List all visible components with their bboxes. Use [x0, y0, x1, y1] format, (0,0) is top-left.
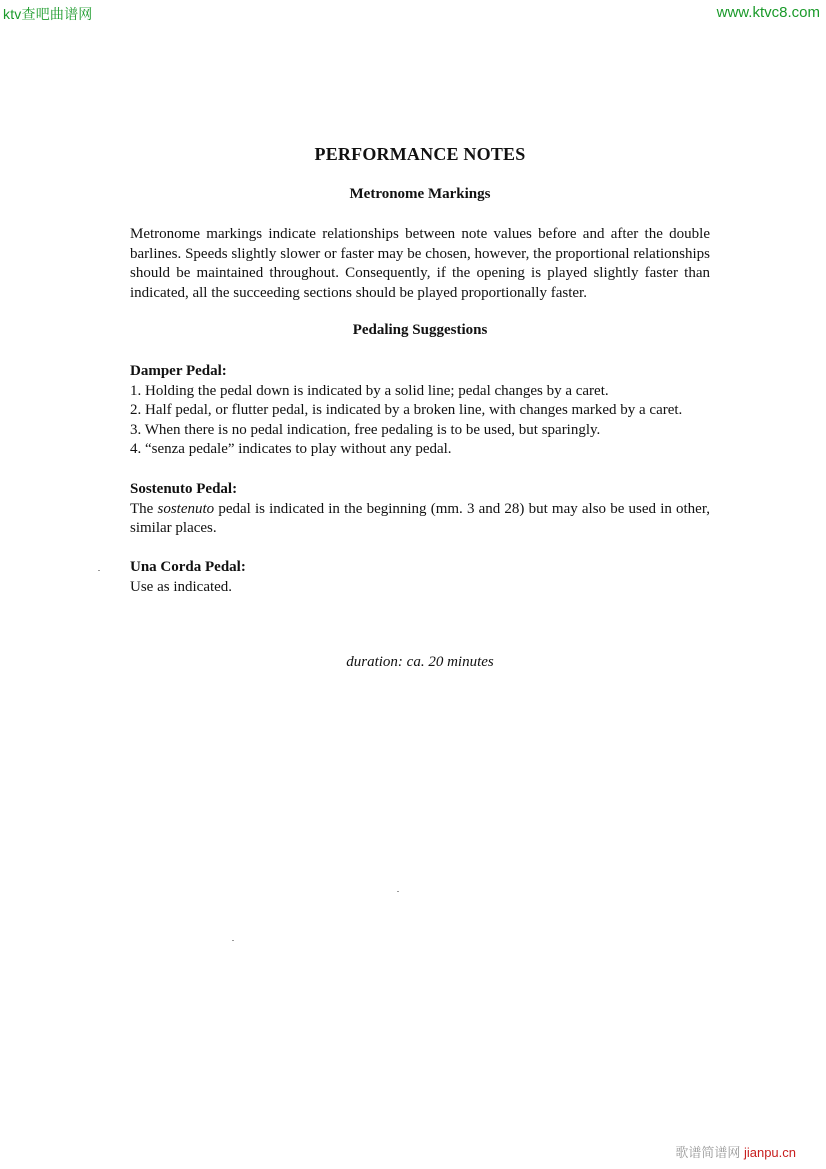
- sostenuto-pedal-title: Sostenuto Pedal:: [130, 481, 238, 497]
- una-corda-text: Use as indicated.: [130, 578, 233, 595]
- scan-speck: [232, 940, 234, 941]
- damper-item: 2. Half pedal, or flutter pedal, is indicated by a broken line, with changes marked by a caret.: [130, 402, 683, 418]
- damper-item: 1. Holding the pedal down is indicated by a solid line; pedal changes by a caret.: [130, 382, 609, 399]
- page-title: PERFORMANCE NOTES: [314, 144, 526, 164]
- watermark-top-right: www.ktvc8.com: [716, 4, 820, 21]
- pedaling-heading: Pedaling Suggestions: [352, 322, 488, 338]
- sostenuto-text-after: pedal is indicated in the beginning (mm. 3 and 28) but may also be used in other, similar places.: [130, 500, 710, 536]
- scan-speck: [397, 891, 399, 892]
- sostenuto-italic-term: sostenuto: [157, 500, 215, 517]
- duration-note: duration: ca. 20 minutes: [346, 654, 494, 670]
- metronome-heading: Metronome Markings: [349, 186, 491, 202]
- watermark-bottom-right-prefix: 歌谱简谱网: [675, 1145, 744, 1160]
- damper-pedal-section: [130, 362, 710, 460]
- watermark-bottom-right: [675, 1142, 796, 1161]
- sostenuto-text-before: The: [130, 500, 158, 517]
- una-corda-pedal-section: [130, 558, 710, 597]
- scan-speck: [98, 570, 100, 571]
- watermark-bottom-right-domain: jianpu.cn: [743, 1145, 796, 1160]
- una-corda-pedal-title: Una Corda Pedal:: [130, 559, 246, 575]
- sostenuto-pedal-section: [130, 480, 710, 539]
- sostenuto-text: [130, 500, 710, 539]
- damper-pedal-title: Damper Pedal:: [130, 363, 227, 379]
- damper-item: 4. “senza pedale” indicates to play without any pedal.: [130, 441, 452, 457]
- watermark-top-left: ktv查吧曲谱网: [3, 6, 93, 22]
- metronome-paragraph: Metronome markings indicate relationships between note values before and after the double barlines. Speeds slightly slower or faster may be chosen, however, the proportional relationships should be maintained throughout. Consequently, if the opening is played slightly faster than indicated, all the succeeding sections should be played proportionally faster.: [130, 226, 710, 301]
- damper-item: 3. When there is no pedal indication, free pedaling is to be used, but sparingly.: [130, 421, 601, 438]
